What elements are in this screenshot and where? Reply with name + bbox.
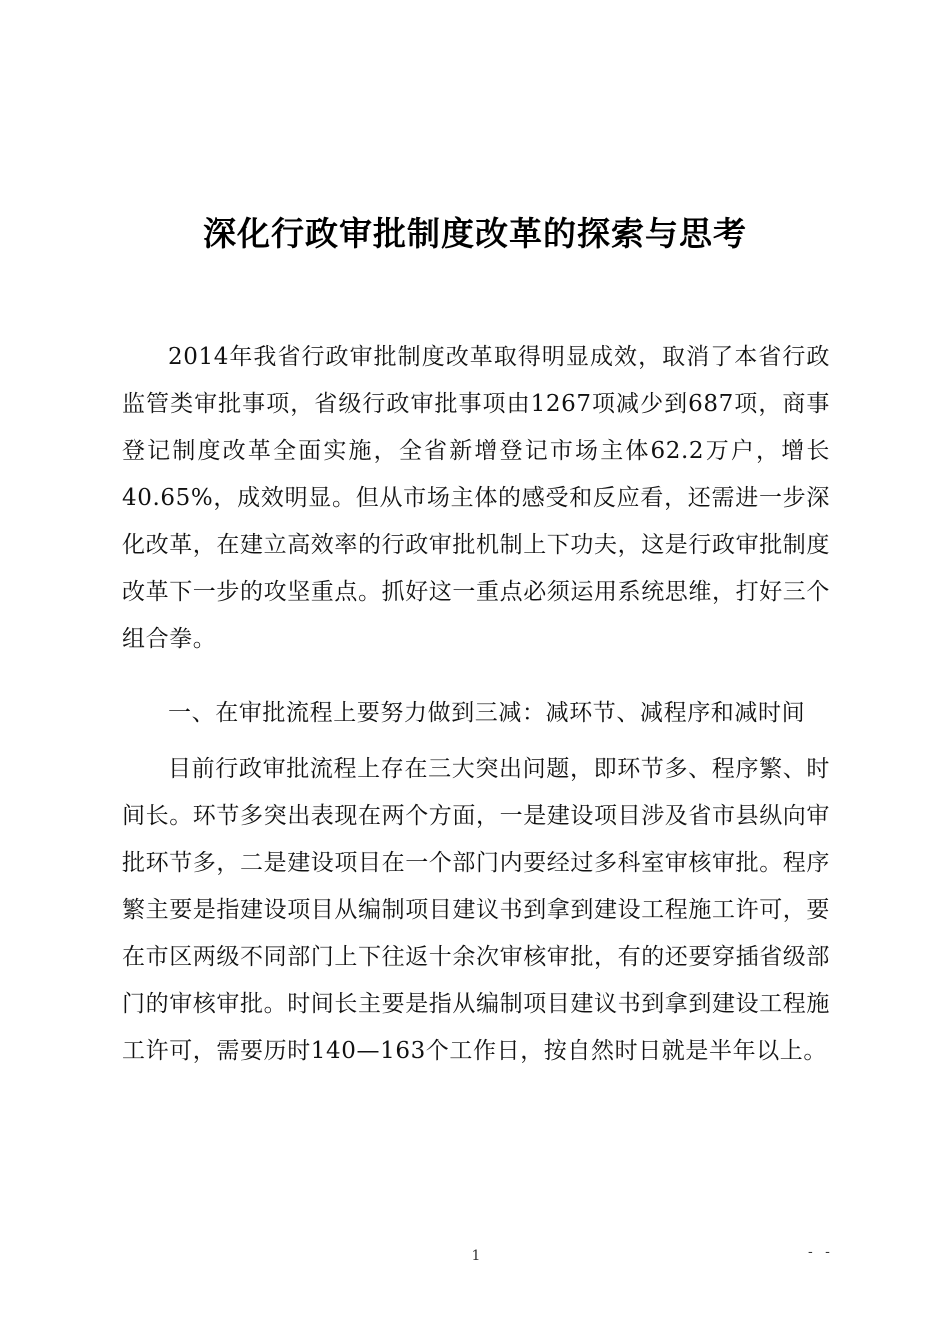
footer-mark: - -	[808, 1244, 834, 1260]
page-number: 1	[471, 1248, 481, 1264]
section-heading: 一、在审批流程上要努力做到三减：减环节、减程序和减时间	[168, 700, 806, 726]
document-title: 深化行政审批制度改革的探索与思考	[203, 214, 747, 253]
intro-paragraph: 2014年我省行政审批制度改革取得明显成效，取消了本省行政监管类审批事项，省级行政审批事项由1267项减少到687项，商事登记制度改革全面实施，全省新增登记市场主体62.2万户，增长40.65%，成效明显。但从市场主体的感受和反应看，还需进一步深化改革，在建立高效率的行政审批机制上下功夫，这是行政审批制度改革下一步的攻坚重点。抓好这一重点必须运用系统思维，打好三个组合拳。	[122, 344, 830, 652]
body-paragraph: 目前行政审批流程上存在三大突出问题，即环节多、程序繁、时间长。环节多突出表现在两个方面，一是建设项目涉及省市县纵向审批环节多，二是建设项目在一个部门内要经过多科室审核审批。程序繁主要是指建设项目从编制项目建议书到拿到建设工程施工许可，要在市区两级不同部门上下往返十余次审核审批，有的还要穿插省级部门的审核审批。时间长主要是指从编制项目建议书到拿到建设工程施工许可，需要历时140—163个工作日，按自然时日就是半年以上。	[122, 756, 830, 1064]
